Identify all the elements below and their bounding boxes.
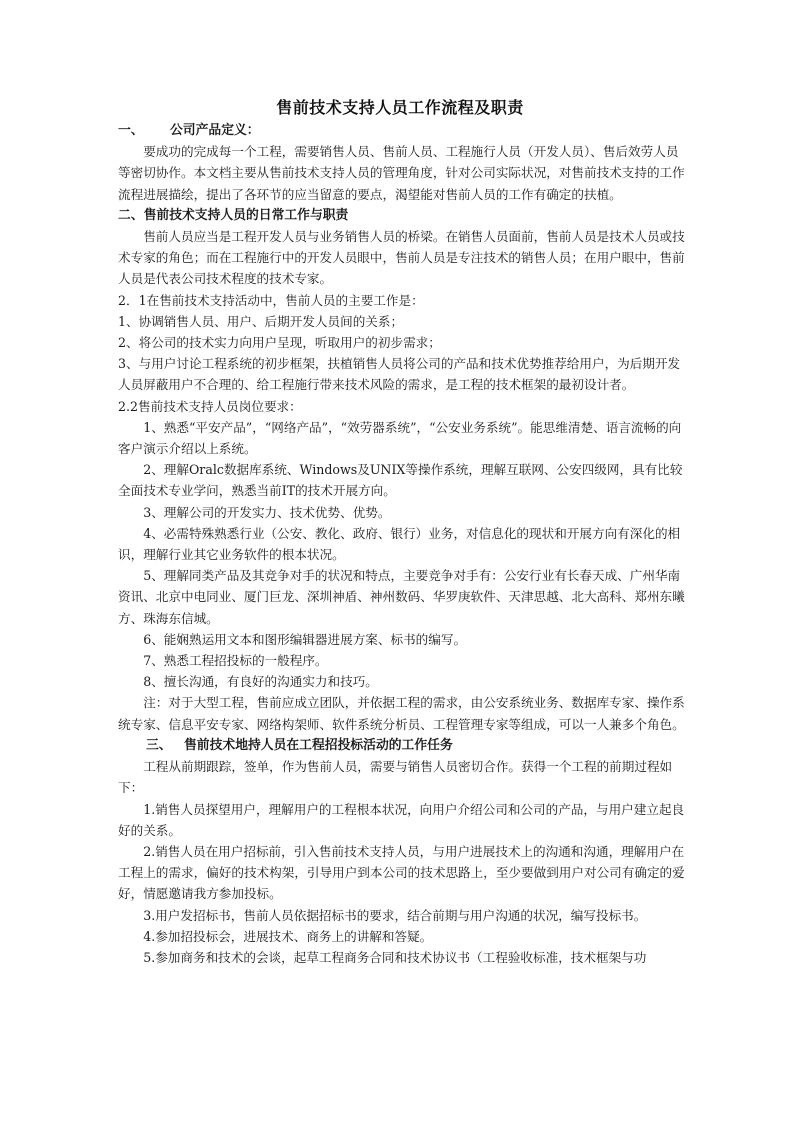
section-3-item: 5.参加商务和技术的会谈，起草工程商务合同和技术协议书（工程验收标准，技术框架与功 (143, 949, 647, 965)
section-2-2-note: 注：对于大型工程，售前应成立团队，并依据工程的需求，由公安系统业务、数据库专家、操作系统专家、信息平安专家、网络构架师、软件系统分析员、工程管理专家等组成，可以一人兼多个角色。 (118, 695, 685, 732)
section-2-2-item: 5、理解同类产品及其竞争对手的状况和特点，主要竞争对手有：公安行业有长春天成、广州华南资讯、北京中电同业、厦门巨龙、深圳神盾、神州数码、华罗庚软件、天津思越、北大高科、郑州东曦方、珠海东信城。 (118, 568, 685, 626)
section-3-item: 1.销售人员探望用户，理解用户的工程根本状况，向用户介绍公司和公司的产品，与用户建立起良好的关系。 (118, 801, 685, 838)
section-2-2-item: 2、理解Oralc数据库系统、Windows及UNIX等操作系统，理解互联网、公安四级网，具有比较全面技术专业学问，熟悉当前IT的技术开展方向。 (118, 462, 683, 499)
section-2-2-title: 2.2售前技术支持人员岗位要求： (118, 398, 302, 414)
section-2-1-item: 1、协调销售人员、用户、后期开发人员间的关系； (118, 313, 404, 329)
section-1-paragraph: 要成功的完成每一个工程，需要销售人员、售前人员、工程施行人员（开发人员）、售后效劳人员等密切协作。本文档主要从售前技术支持人员的管理角度，针对公司实际状况，对售前技术支持的工作流程进展描绘，提出了各环节的应当留意的要点，渴望能对售前人员的工作有确定的扶植。 (118, 144, 685, 202)
section-2-1-item: 3、与用户讨论工程系统的初步框架，扶植销售人员将公司的产品和技术优势推荐给用户，为后期开发人员屏蔽用户不合理的、给工程施行带来技术风险的需求，是工程的技术框架的最初设计者。 (118, 356, 681, 393)
document-body (118, 120, 686, 968)
section-3-number: 三、 (146, 737, 172, 753)
section-1-heading (118, 120, 686, 141)
section-1-title: 公司产品定义： (170, 123, 260, 138)
section-2-2-item: 3、理解公司的开发实力、技术优势、优势。 (143, 504, 391, 520)
section-3-intro: 工程从前期跟踪，签单，作为售前人员，需要与销售人员密切合作。获得一个工程的前期过程如下： (118, 759, 673, 796)
section-3-item: 4.参加招投标会，进展技术、商务上的讲解和答疑。 (143, 928, 433, 944)
section-2-2-item: 7、熟悉工程招投标的一般程序。 (143, 653, 328, 669)
section-1-number: 一、 (118, 123, 144, 138)
section-2-heading: 二、售前技术支持人员的日常工作与职责 (118, 207, 349, 223)
section-2-2-item: 6、能娴熟运用文本和图形编辑器进展方案、标书的编写。 (143, 631, 467, 647)
section-3-item: 3.用户发招标书，售前人员依据招标书的要求，结合前期与用户沟通的状况，编写投标书。 (143, 907, 647, 923)
section-3-heading (118, 735, 686, 756)
section-2-2-item: 8、擅长沟通，有良好的沟通实力和技巧。 (143, 674, 378, 690)
section-2-1-title: 2．1在售前技术支持活动中，售前人员的主要工作是： (118, 292, 424, 308)
section-2-2-item: 1、熟悉“平安产品”，“网络产品”，“效劳器系统”，“公安业务系统”。能思维清楚、语言流畅的向客户演示介绍以上系统。 (118, 419, 682, 457)
section-3-item: 2.销售人员在用户招标前，引入售前技术支持人员，与用户进展技术上的沟通和沟通，理解用户在工程上的需求，偏好的技术构架，引导用户到本公司的技术思路上，至少要做到用户对公司有确定的爱好，情愿邀请我方参加投标。 (118, 843, 685, 902)
section-2-intro: 售前人员应当是工程开发人员与业务销售人员的桥梁。在销售人员面前，售前人员是技术人员或技术专家的角色；而在工程施行中的开发人员眼中，售前人员是专注技术的销售人员；在用户眼中，售前人员是代表公司技术程度的技术专家。 (118, 229, 685, 287)
section-2-2-item: 4、必需特殊熟悉行业（公安、教化、政府、银行）业务，对信息化的现状和开展方向有深化的相识，理解行业其它业务软件的根本状况。 (118, 525, 681, 563)
document-title: 售前技术支持人员工作流程及职责 (276, 98, 524, 117)
section-3-title: 售前技术地持人员在工程招投标活动的工作任务 (184, 737, 453, 753)
section-2-1-item: 2、将公司的技术实力向用户呈现，听取用户的初步需求； (118, 335, 441, 351)
